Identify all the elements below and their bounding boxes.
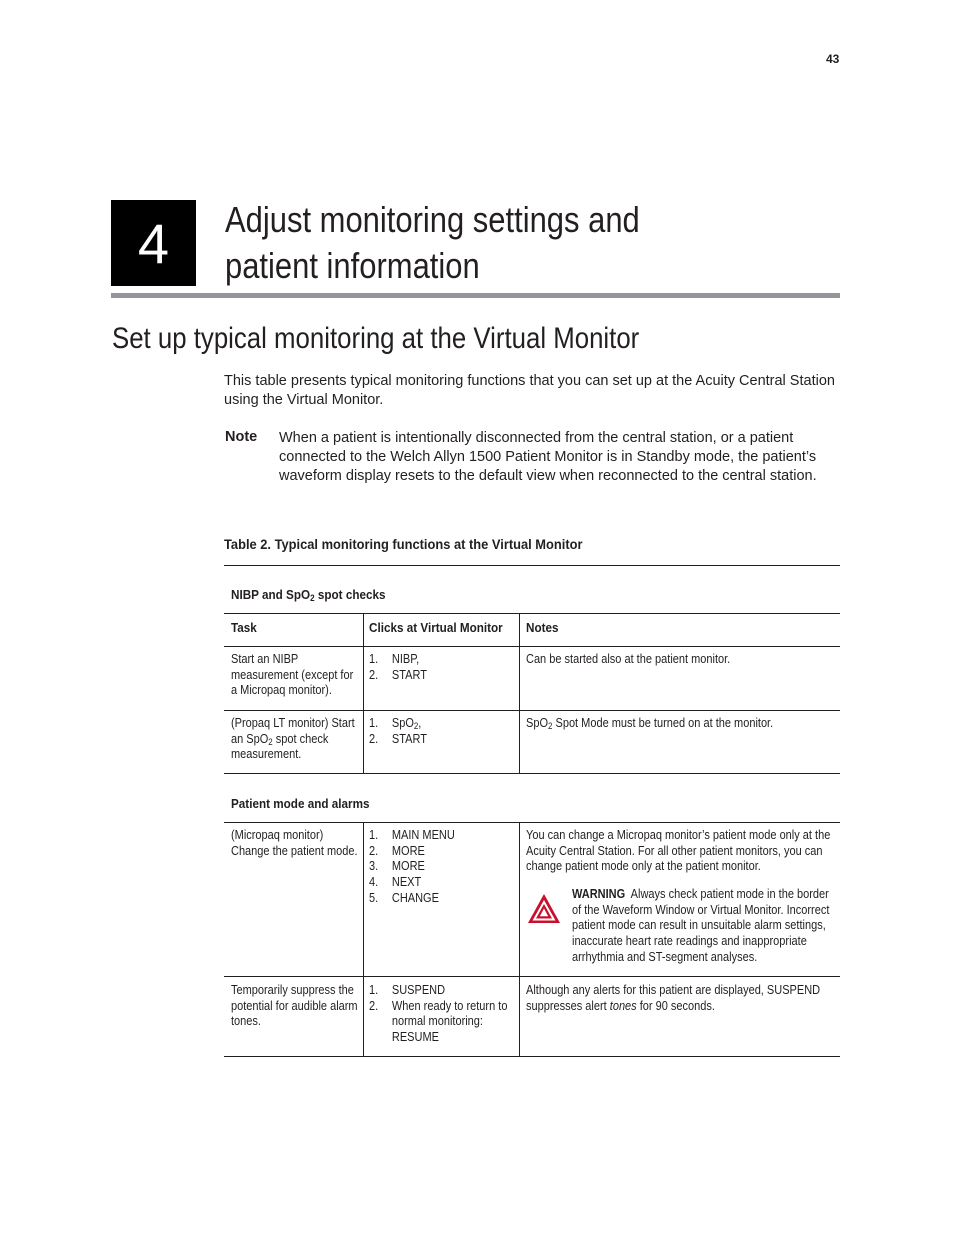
column-divider-3 — [363, 822, 364, 1056]
step-item: 4. NEXT — [369, 875, 422, 890]
column-divider-4 — [519, 822, 520, 1056]
step-item: 2. START — [369, 667, 427, 682]
table-row-spo2-task: (Propaq LT monitor) Start an SpO$_2$ spot check measurement. — [231, 716, 355, 762]
page-number: 43 — [826, 52, 840, 66]
warning-text: WARNING Always check patient mode in the border of the Waveform Window or Virtual Monitor. Incorrect patient mode can result in unsuitable alarm settings, inaccurate heart rate readings and inappropriate arrhythmia and ST-segment analyses. — [572, 887, 830, 964]
group-heading-nibp-spo2: NIBP and SpO$_2$ spot checks — [231, 587, 386, 603]
chapter-number-box — [111, 200, 196, 286]
table-row-nibp-notes: Can be started also at the patient monitor. — [526, 652, 731, 666]
step-item: 2. When ready to return to normal monitoring: RESUME — [369, 998, 508, 1045]
table-row-suspend-task: Temporarily suppress the potential for audible alarm tones. — [231, 983, 358, 1029]
warning-label: WARNING — [572, 887, 626, 901]
step-item: 3. MORE — [369, 859, 425, 874]
note-text: When a patient is intentionally disconnected from the central station, or a patient connected to the Welch Allyn 1500 Patient Monitor is in Standby mode, the patient’s waveform display resets to the default view when reconnected to the central station. — [279, 430, 817, 484]
table-row-suspend-clicks — [369, 983, 517, 1046]
column-header-task: Task — [231, 620, 257, 635]
chapter-number: 4 — [137, 211, 170, 275]
step-item: 2. MORE — [369, 843, 425, 858]
chapter-rule — [111, 293, 840, 298]
table-row-patient-mode-clicks — [369, 828, 517, 907]
step-item: 1. MAIN MENU — [369, 828, 455, 842]
note-label: Note — [225, 429, 258, 445]
table-row-suspend-notes: Although any alerts for this patient are displayed, SUSPEND suppresses alert tones for 90 seconds. — [526, 983, 821, 1013]
intro-paragraph: This table presents typical monitoring functions that you can set up at the Acuity Central Station using the Virtual Monitor. — [224, 373, 835, 408]
table-caption: Table 2. Typical monitoring functions at the Virtual Monitor — [224, 536, 583, 552]
table-rule-group1-bottom — [224, 773, 840, 774]
warning-triangle-icon — [527, 893, 561, 924]
table-rule-row-3 — [224, 976, 840, 977]
table-row-spo2-clicks — [369, 716, 517, 747]
column-divider-2 — [519, 613, 520, 773]
step-item: 2. START — [369, 731, 427, 746]
table-row-nibp-clicks — [369, 652, 517, 683]
table-rule-row-1 — [224, 710, 840, 711]
table-row-patient-mode-notes: You can change a Micropaq monitor’s patient mode only at the Acuity Central Station. For all other patient monitors, you can change patient mode only at the patient monitor. — [526, 828, 831, 874]
table-rule-header-bottom — [224, 646, 840, 647]
chapter-title-line-2: patient information — [225, 245, 480, 286]
group-heading-patient-mode: Patient mode and alarms — [231, 796, 370, 811]
table-row-patient-mode-task: (Micropaq monitor) Change the patient mode. — [231, 828, 358, 858]
step-item: 5. CHANGE — [369, 890, 439, 905]
column-divider-1 — [363, 613, 364, 773]
table-row-spo2-notes: SpO$_2$ Spot Mode must be turned on at the monitor. — [526, 716, 774, 731]
column-header-notes: Notes — [526, 620, 559, 635]
table-row-nibp-task: Start an NIBP measurement (except for a Micropaq monitor). — [231, 652, 354, 698]
table-rule-group2-top — [224, 822, 840, 823]
table-rule-bottom — [224, 1056, 840, 1057]
chapter-title-line-1: Adjust monitoring settings and — [225, 199, 640, 240]
table-rule-top — [224, 565, 840, 566]
step-item: 1. SUSPEND — [369, 983, 446, 997]
table-rule-header-top — [224, 613, 840, 614]
section-title: Set up typical monitoring at the Virtual Monitor — [112, 322, 640, 355]
step-item: 1. NIBP, — [369, 652, 420, 666]
step-item: 1. SpO$_2$, — [369, 716, 422, 731]
column-header-clicks: Clicks at Virtual Monitor — [369, 620, 503, 635]
chapter-title — [225, 197, 707, 289]
